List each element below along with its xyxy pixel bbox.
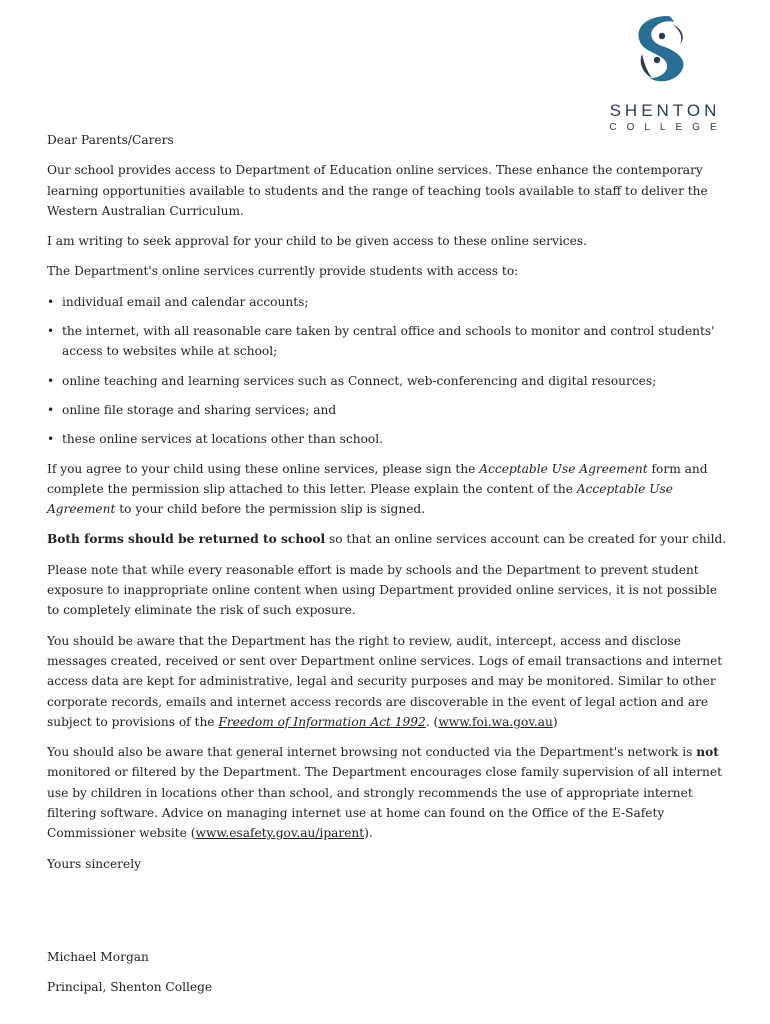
list-item: • these online services at locations other than school. (47, 429, 727, 449)
closing: Yours sincerely (47, 856, 141, 871)
acceptable-use-title: Acceptable Use Agreement (47, 481, 673, 517)
logo-name: SHENTON (609, 101, 721, 120)
foi-website-link[interactable]: www.foi.wa.gov.au (438, 714, 553, 729)
list-item: • online file storage and sharing services; and (47, 400, 727, 420)
acceptable-use-title: Acceptable Use Agreement (479, 461, 648, 476)
bullet-icon: • (47, 294, 55, 309)
signer-name: Michael Morgan (47, 949, 149, 964)
list-item: • individual email and calendar accounts; (47, 292, 727, 312)
exposure-paragraph: Please note that while every reasonable effort is made by schools and the Department to prevent student exposure to inappropriate online content when using Department provided online services, it is not possible to completely eliminate the risk of such exposure. (47, 562, 718, 618)
foi-act-link[interactable]: Freedom of Information Act 1992 (218, 714, 426, 729)
request-paragraph: I am writing to seek approval for your child to be given access to these online services. (47, 234, 587, 249)
bullet-icon: • (47, 324, 55, 339)
signer-title: Principal, Shenton College (47, 980, 213, 995)
logo-subtitle: COLLEGE (609, 122, 727, 133)
bullet-icon: • (47, 373, 55, 388)
list-intro: The Department's online services currently provide students with access to: (47, 264, 519, 279)
intro-paragraph: Our school provides access to Department of Education online services. These enhance the contemporary learning opportunities available to students and the range of teaching tools available to staff to deliver the Western Australian Curriculum. (47, 163, 708, 218)
shenton-swirl-icon (628, 14, 692, 86)
not-emphasis: not (696, 745, 719, 760)
rights-paragraph: You should be aware that the Department has the right to review, audit, intercept, access and disclose messages created, received or sent over Department online services. Logs of email transactions and internet access data are kept for administrative, legal and security purposes and may be monitored. Similar to other corporate records, emails and internet access records are discoverable in the event of legal action and are subject to provisions of the Freedom of Information Act 1992. (www.foi.wa.gov.au) (47, 633, 723, 729)
browsing-paragraph: You should also be aware that general internet browsing not conducted via the Department's network is not monitored or filtered by the Department. The Department encourages close family supervision of all internet use by children in locations other than school, and strongly recommends the use of appropriate internet filtering software. Advice on managing internet use at home can found on the Office of the E-Safety Commissioner website (www.esafety.gov.au/iparent). (47, 745, 722, 841)
bullet-icon: • (47, 432, 55, 447)
bullet-icon: • (47, 402, 55, 417)
agreement-paragraph: If you agree to your child using these online services, please sign the Acceptable Use Agreement form and complete the permission slip attached to this letter. Please explain the content of the Acceptable Use Agreement to your child before the permission slip is signed. (47, 461, 708, 517)
school-logo (600, 14, 730, 139)
letter-body (47, 130, 727, 1008)
salutation: Dear Parents/Carers (47, 133, 174, 147)
signature-block (47, 947, 727, 998)
list-item: • the internet, with all reasonable care taken by central office and schools to monitor and control students' access to websites while at school; (47, 321, 727, 362)
signature-space (47, 884, 727, 947)
esafety-link[interactable]: www.esafety.gov.au/iparent (195, 826, 365, 841)
return-emphasis: Both forms should be returned to school (47, 532, 326, 547)
services-list (47, 292, 727, 450)
list-item: • online teaching and learning services such as Connect, web-conferencing and digital resources; (47, 371, 727, 391)
return-paragraph: Both forms should be returned to school so that an online services account can be created for your child. (47, 532, 727, 547)
